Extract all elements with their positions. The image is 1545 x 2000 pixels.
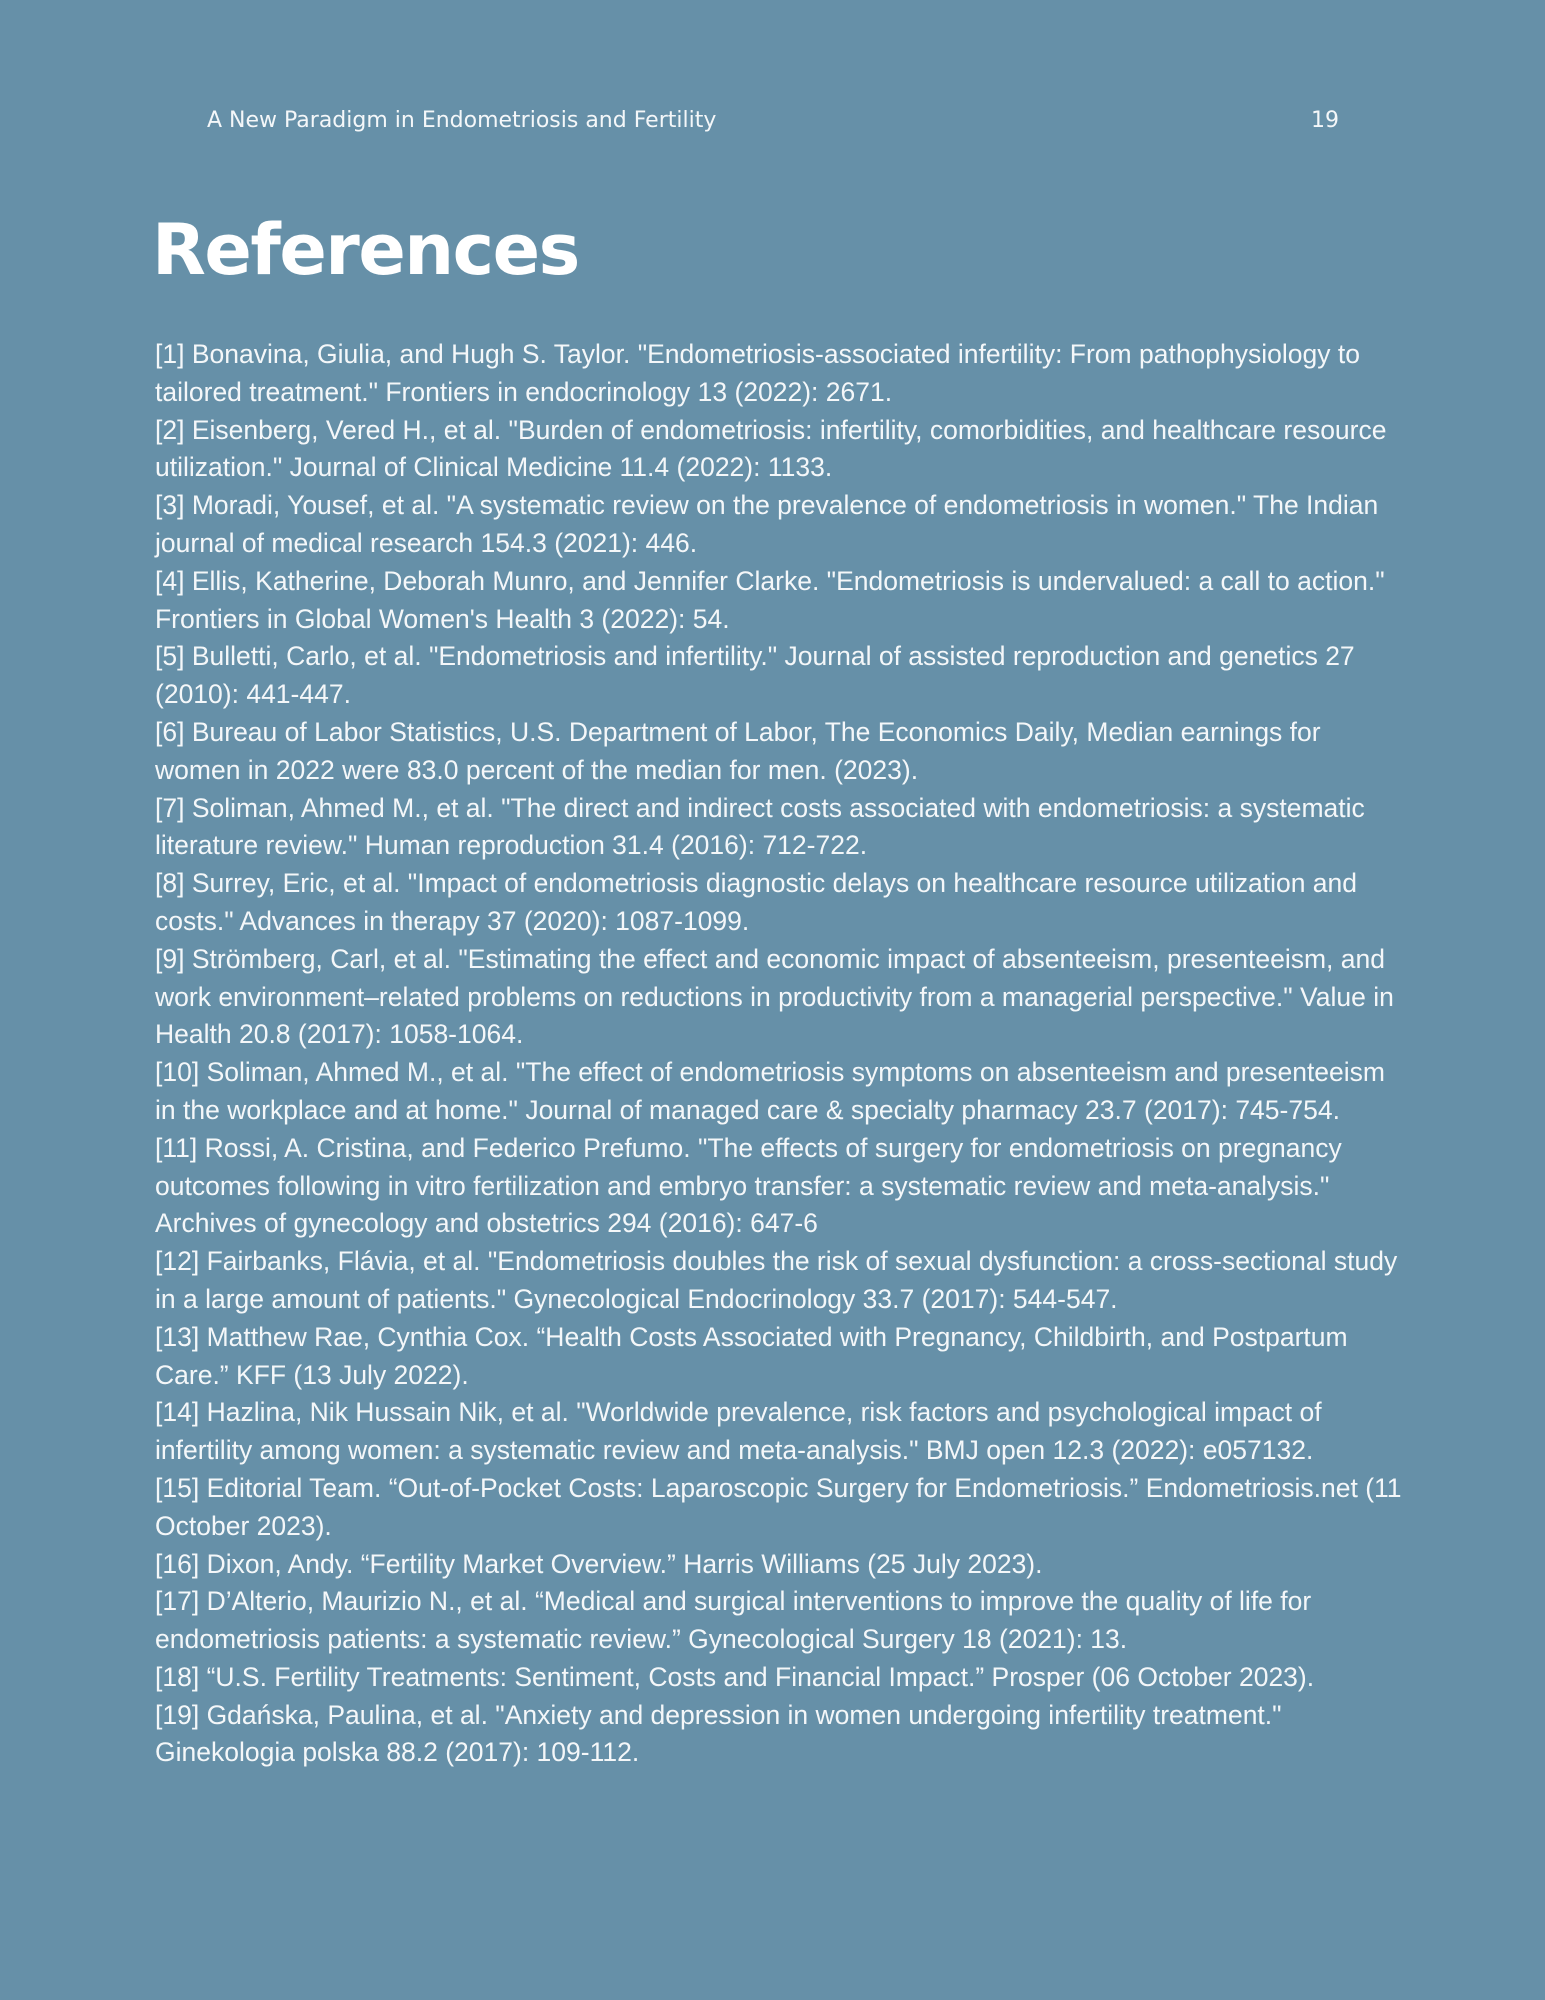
reference-item-16: [16] Dixon, Andy. “Fertility Market Overview.” Harris Williams (25 July 2023). <box>155 1548 1043 1579</box>
reference-item-13: [13] Matthew Rae, Cynthia Cox. “Health Costs Associated with Pregnancy, Childbirth, and Postpartum Care.” KFF (13 July 2022). <box>155 1321 1348 1390</box>
reference-item-19: [19] Gdańska, Paulina, et al. "Anxiety and depression in women undergoing infertility treatment." Ginekologia polska 88.2 (2017): 109-112. <box>155 1699 1282 1768</box>
reference-item-11: [11] Rossi, A. Cristina, and Federico Prefumo. "The effects of surgery for endometriosis on pregnancy outcomes following in vitro fertilization and embryo transfer: a systematic review and meta-analysis." Archives of gynecology and obstetrics 294 (2016): 647-6 <box>155 1132 1342 1239</box>
running-header <box>207 104 1339 138</box>
reference-item-9: [9] Strömberg, Carl, et al. "Estimating the effect and economic impact of absenteeism, presenteeism, and work environment–related problems on reductions in productivity from a managerial perspective." Value in Health 20.8 (2017): 1058-1064. <box>155 943 1394 1050</box>
reference-item-15: [15] Editorial Team. “Out-of-Pocket Costs: Laparoscopic Surgery for Endometriosis.” Endometriosis.net (11 October 2023). <box>155 1472 1402 1541</box>
reference-item-7: [7] Soliman, Ahmed M., et al. "The direct and indirect costs associated with endometriosis: a systematic literature review." Human reproduction 31.4 (2016): 712-722. <box>155 792 1365 861</box>
reference-item-18: [18] “U.S. Fertility Treatments: Sentiment, Costs and Financial Impact.” Prosper (06 October 2023). <box>155 1661 1315 1692</box>
reference-item-3: [3] Moradi, Yousef, et al. "A systematic review on the prevalence of endometriosis in women." The Indian journal of medical research 154.3 (2021): 446. <box>155 490 1379 558</box>
reference-item-2: [2] Eisenberg, Vered H., et al. "Burden of endometriosis: infertility, comorbidities, and healthcare resource utilization." Journal of Clinical Medicine 11.4 (2022): 1133. <box>155 414 1387 483</box>
reference-item-17: [17] D’Alterio, Maurizio N., et al. “Medical and surgical interventions to improve the quality of life for endometriosis patients: a systematic review.” Gynecological Surgery 18 (2021): 13. <box>155 1586 1312 1655</box>
reference-item-10: [10] Soliman, Ahmed M., et al. "The effect of endometriosis symptoms on absenteeism and presenteeism in the workplace and at home." Journal of managed care & specialty pharmacy 23.7 (2017): 745-754. <box>155 1057 1385 1125</box>
running-title: A New Paradigm in Endometriosis and Fertility <box>207 108 717 133</box>
reference-item-5: [5] Bulletti, Carlo, et al. "Endometriosis and infertility." Journal of assisted reproduction and genetics 27 (2010): 441-447. <box>155 641 1355 710</box>
page-number: 19 <box>1311 108 1339 133</box>
reference-item-12: [12] Fairbanks, Flávia, et al. "Endometriosis doubles the risk of sexual dysfunction: a cross-sectional study in a large amount of patients." Gynecological Endocrinology 33.7 (2017): 544-547. <box>155 1246 1398 1314</box>
reference-item-8: [8] Surrey, Eric, et al. "Impact of endometriosis diagnostic delays on healthcare resource utilization and costs." Advances in therapy 37 (2020): 1087-1099. <box>155 868 1358 936</box>
reference-item-1: [1] Bonavina, Giulia, and Hugh S. Taylor. "Endometriosis-associated infertility: From pathophysiology to tailored treatment." Frontiers in endocrinology 13 (2022): 2671. <box>155 339 1360 407</box>
reference-item-4: [4] Ellis, Katherine, Deborah Munro, and Jennifer Clarke. "Endometriosis is undervalued: a call to action." Frontiers in Global Women's Health 3 (2022): 54. <box>155 565 1385 634</box>
reference-item-6: [6] Bureau of Labor Statistics, U.S. Department of Labor, The Economics Daily, Median earnings for women in 2022 were 83.0 percent of the median for men. (2023). <box>155 716 1321 785</box>
reference-list <box>155 336 1410 1772</box>
reference-item-14: [14] Hazlina, Nik Hussain Nik, et al. "Worldwide prevalence, risk factors and psychological impact of infertility among women: a systematic review and meta-analysis." BMJ open 12.3 (2022): e057132. <box>155 1397 1322 1466</box>
page-title: References <box>152 209 579 291</box>
